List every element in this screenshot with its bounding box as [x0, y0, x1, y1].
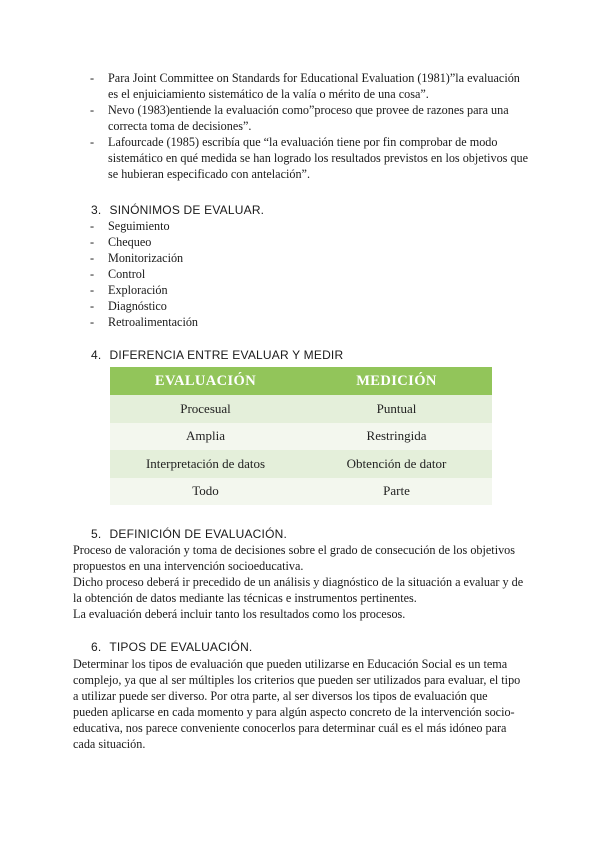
section-number: 4.	[91, 348, 102, 362]
column-header: EVALUACIÓN	[110, 367, 301, 395]
synonym-list	[90, 218, 530, 330]
table-cell: Parte	[301, 478, 492, 506]
table-header-row	[110, 367, 492, 395]
list-item: - Retroalimentación	[90, 314, 530, 330]
column-header: MEDICIÓN	[301, 367, 492, 395]
table-cell: Amplia	[110, 423, 301, 451]
table-cell: Obtención de dator	[301, 450, 492, 478]
section-number: 3.	[91, 203, 102, 217]
list-item: - Monitorización	[90, 250, 530, 266]
list-item: - Diagnóstico	[90, 298, 530, 314]
table-cell: Restringida	[301, 423, 492, 451]
table-row	[110, 450, 492, 478]
section-3-heading	[91, 202, 264, 218]
section-5-heading	[91, 526, 287, 542]
table-row	[110, 423, 492, 451]
section-title: DEFINICIÓN DE EVALUACIÓN.	[109, 527, 288, 541]
table-row	[110, 478, 492, 506]
section-number: 6.	[91, 640, 102, 654]
table-cell: Interpretación de datos	[110, 450, 301, 478]
definition-paragraph: La evaluación deberá incluir tanto los resultados como los procesos.	[73, 607, 406, 621]
list-item: - Chequeo	[90, 234, 530, 250]
table-row	[110, 395, 492, 423]
quote-item: - Nevo (1983)entiende la evaluación como”proceso que provee de razones para una correcta toma de decisiones”.	[90, 102, 530, 134]
section-title: DIFERENCIA ENTRE EVALUAR Y MEDIR	[109, 348, 344, 362]
section-6-heading	[91, 639, 252, 655]
quote-list	[90, 70, 530, 182]
table-cell: Procesual	[110, 395, 301, 423]
quote-item: - Para Joint Committee on Standards for Educational Evaluation (1981)”la evaluación es el enjuiciamiento sistemático de la valía o mérito de una cosa”.	[90, 70, 530, 102]
quote-item: - Lafourcade (1985) escribía que “la evaluación tiene por fin comprobar de modo sistemático en qué medida se han logrado los resultados previstos en los objetivos que se hubieran especificado con antelación”.	[90, 134, 530, 182]
table-cell: Puntual	[301, 395, 492, 423]
definition-paragraph: Proceso de valoración y toma de decisiones sobre el grado de consecución de los objetivos propuestos en una intervención socioeducativa.	[73, 543, 516, 573]
list-item: - Control	[90, 266, 530, 282]
section-title: SINÓNIMOS DE EVALUAR.	[109, 203, 265, 217]
definition-paragraph: Dicho proceso deberá ir precedido de un análisis y diagnóstico de la situación a evaluar y de la obtención de datos mediante las técnicas e instrumentos pertinentes.	[73, 575, 524, 605]
section-title: TIPOS DE EVALUACIÓN.	[109, 640, 253, 654]
list-item: - Seguimiento	[90, 218, 530, 234]
list-item: - Exploración	[90, 282, 530, 298]
section-number: 5.	[91, 527, 102, 541]
table-cell: Todo	[110, 478, 301, 506]
comparison-table	[110, 367, 492, 505]
types-paragraph: Determinar los tipos de evaluación que pueden utilizarse en Educación Social es un tema complejo, ya que al ser múltiples los criterios que pueden ser utilizados para evaluar, el tipo a utilizar puede ser diverso. Por otra parte, al ser diversos los tipos de evaluación que pueden aplicarse en cada momento y para algún aspecto concreto de la intervención socio- educativa, nos parece conveniente conocerlos para determinar cuál es el más idóneo para cada situación.	[73, 657, 521, 751]
section-4-heading	[91, 347, 343, 363]
